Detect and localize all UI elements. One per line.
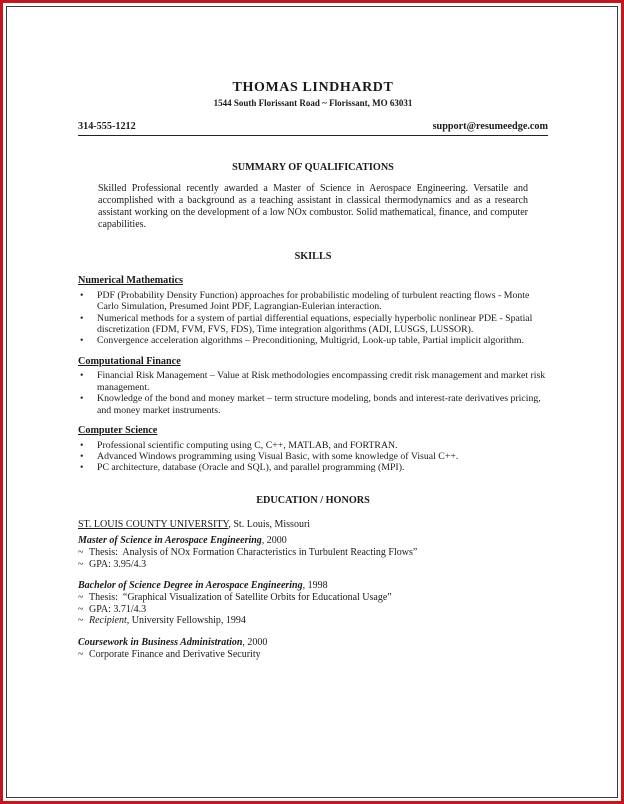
- bullet-icon: •: [80, 289, 84, 301]
- bullet-icon: •: [80, 335, 84, 347]
- gpa-line: ~ GPA: 3.95/4.3: [78, 558, 147, 570]
- school-line: ST. LOUIS COUNTY UNIVERSITY, St. Louis, Missouri: [78, 519, 311, 531]
- thesis-line: ~ Thesis: “Graphical Visualization of Satellite Orbits for Educational Usage”: [78, 591, 392, 603]
- bullet-icon: •: [80, 393, 84, 405]
- resume-page: [78, 80, 548, 660]
- skill-item: • Convergence acceleration algorithms – Preconditioning, Multigrid, Look-up table, Partial implicit algorithm.: [80, 335, 524, 347]
- skill-item: • Professional scientific computing using C, C++, MATLAB, and FORTRAN.: [80, 439, 398, 451]
- skill-group-heading: Computer Science: [78, 425, 158, 437]
- bullet-icon: •: [80, 439, 84, 451]
- honor-line: ~ Recipient, University Fellowship, 1994: [78, 615, 246, 627]
- skill-item: • PC architecture, database (Oracle and SQL), and parallel programming (MPI).: [80, 462, 405, 474]
- education-block: [78, 519, 548, 660]
- skill-group-numerical: [78, 275, 548, 347]
- skill-item: • Advanced Windows programming using Visual Basic, with some knowledge of Visual C++.: [80, 451, 459, 463]
- bullet-icon: •: [80, 370, 84, 382]
- contact-line: [78, 121, 548, 137]
- skill-group-heading: Computational Finance: [78, 355, 181, 367]
- coursework-item: ~ Corporate Finance and Derivative Security: [78, 648, 261, 660]
- skill-item: • Knowledge of the bond and money market – term structure modeling, bonds and interest-rate derivatives pricing, and money market instruments.: [80, 393, 541, 416]
- coursework-line: Coursework in Business Administration, 2000: [78, 637, 268, 649]
- phone-number: 314-555-1212: [78, 120, 136, 132]
- email-address[interactable]: support@resumeedge.com: [432, 120, 548, 132]
- skill-group-finance: [78, 356, 548, 416]
- bullet-icon: •: [80, 451, 84, 463]
- skills-heading: SKILLS: [294, 250, 332, 262]
- skill-group-computer: [78, 425, 548, 474]
- degree-line: Master of Science in Aerospace Engineering, 2000: [78, 535, 287, 547]
- skill-group-heading: Numerical Mathematics: [78, 275, 183, 287]
- summary-heading: SUMMARY OF QUALIFICATIONS: [232, 162, 394, 174]
- education-heading: EDUCATION / HONORS: [256, 494, 370, 506]
- gpa-line: ~ GPA: 3.71/4.3: [78, 603, 147, 615]
- bullet-icon: •: [80, 312, 84, 324]
- skill-item: • PDF (Probability Density Function) approaches for probabilistic modeling of turbulent reacting flows - Monte Carlo Simulation, Presumed Joint PDF, Lagrangian-Eulerian interaction.: [80, 289, 530, 313]
- school-name: ST. LOUIS COUNTY UNIVERSITY: [78, 519, 229, 531]
- candidate-name: THOMAS LINDHARDT: [232, 80, 394, 95]
- summary-text: Skilled Professional recently awarded a Master of Science in Aerospace Engineering. Versatile and accomplished with a background as a teaching assistant in classical thermodynamics and as a research assistant working on the development of a low NOx combustor. Solid mathematical, finance, and computer capabilities.: [98, 182, 528, 231]
- skill-item: • Numerical methods for a system of partial differential equations, especially hyperbolic nonlinear PDE - Spatial discretization (FDM, FVM, FVS, FDS), Time integration algorithms (ADI, LUSGS, LUSSOR).: [80, 312, 533, 335]
- bullet-icon: •: [80, 462, 84, 474]
- degree-line: Bachelor of Science Degree in Aerospace Engineering, 1998: [78, 580, 328, 592]
- thesis-line: ~ Thesis: Analysis of NOx Formation Characteristics in Turbulent Reacting Flows”: [78, 546, 418, 558]
- candidate-address: 1544 South Florissant Road ~ Florissant, MO 63031: [213, 98, 413, 108]
- skill-item: • Financial Risk Management – Value at Risk methodologies encompassing credit risk management and market risk management.: [80, 370, 546, 393]
